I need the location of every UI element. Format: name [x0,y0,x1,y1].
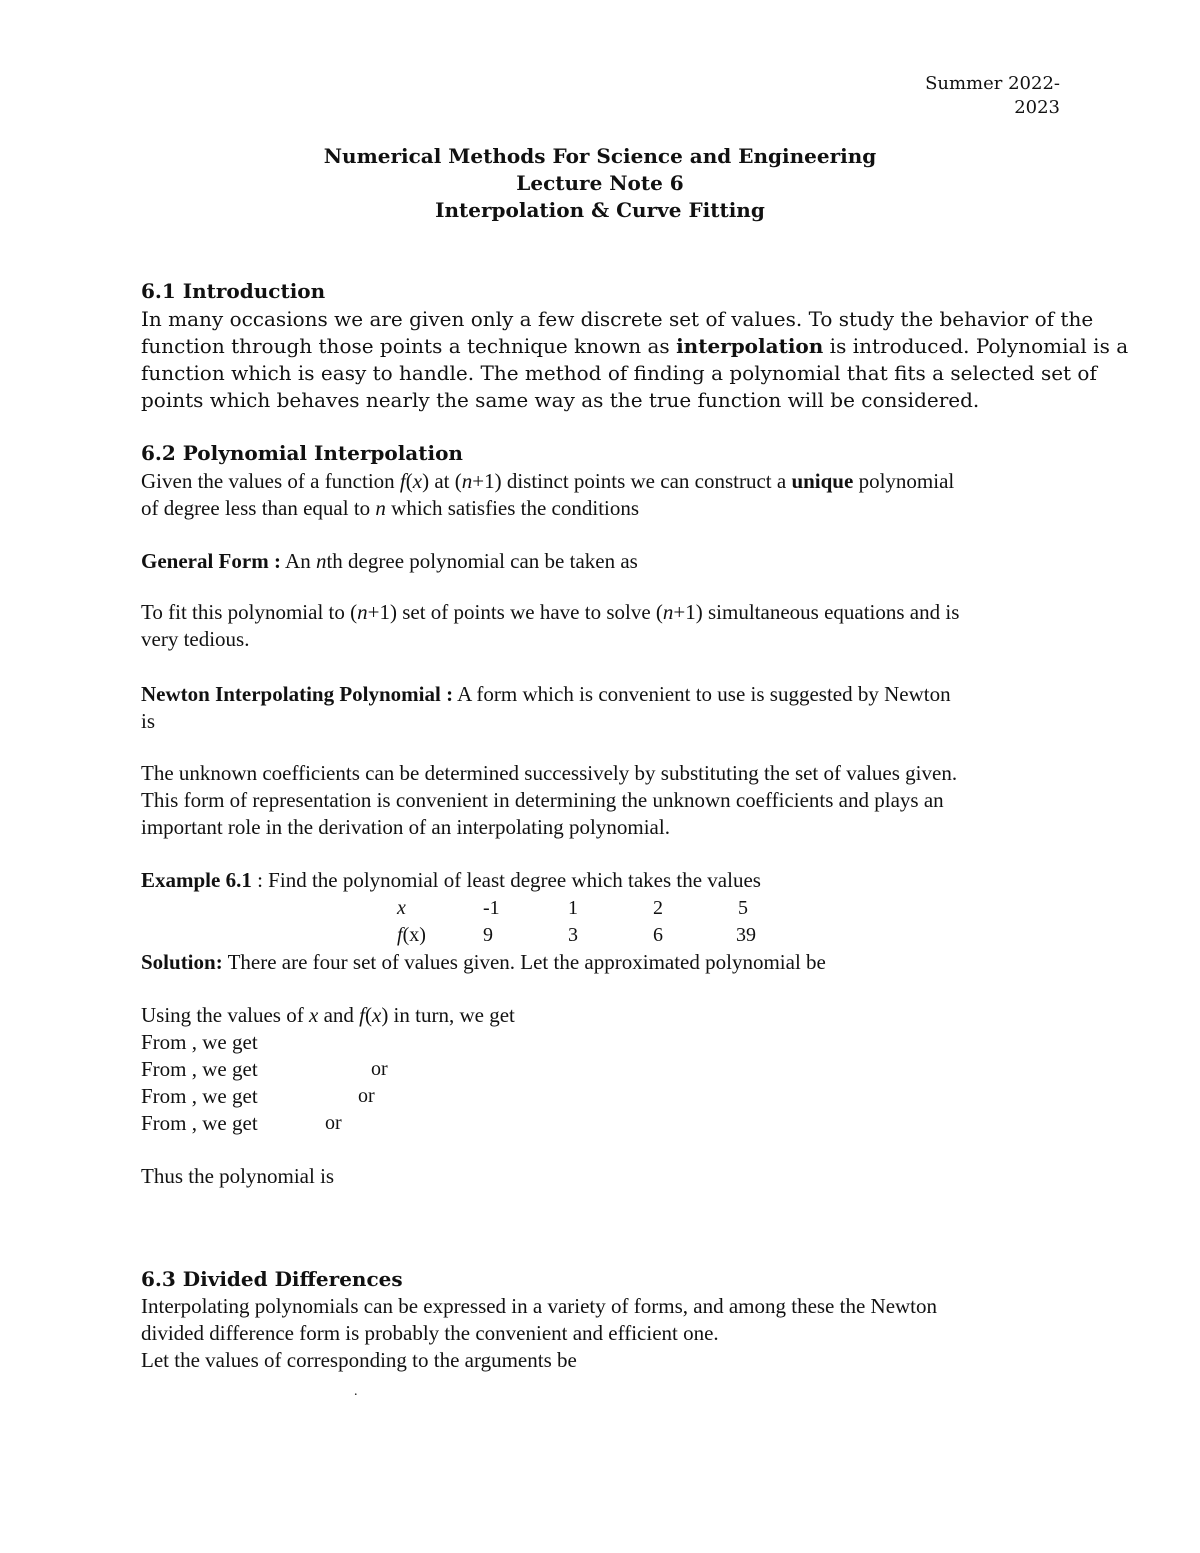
newton-line-2: is [141,709,156,733]
text: There are four set of values given. Let the approximated polynomial be [222,950,826,974]
text: +1) set of points we have to solve ( [367,600,663,624]
text: polynomial [853,469,955,493]
table-x-cell: 1 [568,897,578,919]
coeff-line-1: The unknown coefficients can be determined successively by substituting the set of values given. [141,761,958,785]
text: Using the values of [141,1003,309,1027]
solution-label: Solution: [141,950,223,974]
text: th degree polynomial can be taken as [326,549,638,573]
intro-line-4: points which behaves nearly the same way as the true function will be considered. [141,388,980,412]
solution-line [141,949,1061,976]
or-label: or [325,1112,342,1134]
coeff-line-2: This form of representation is convenient in determining the unknown coefficients and plays an [141,788,944,812]
text: +1) simultaneous equations and is [673,600,960,624]
intro-text: is introduced. Polynomial is a [823,334,1129,358]
section-6-1-heading: 6.1 Introduction [141,279,326,303]
intro-line-1: In many occasions we are given only a few discrete set of values. To study the behavior of the [141,307,1094,331]
section-6-2-heading: 6.2 Polynomial Interpolation [141,441,463,465]
newton-line-1 [141,681,1061,708]
text: Given the values of a function [141,469,400,493]
symbol-n: n [461,469,473,493]
text: To fit this polynomial to ( [141,600,358,624]
term-label: Summer 2022-2023 [925,73,1060,118]
coeff-line-3: important role in the derivation of an interpolating polynomial. [141,815,670,839]
text: which satisfies the conditions [385,496,640,520]
table-f-cell: 3 [568,924,578,946]
text: An [280,549,316,573]
intro-line-3: function which is easy to handle. The method of finding a polynomial that fits a selected set of [141,361,1097,385]
lecture-topic: Interpolation & Curve Fitting [435,198,765,222]
symbol-f: f [399,469,406,493]
intro-text: function through those points a technique known as [141,334,677,358]
symbol-n: n [375,496,386,520]
example-label: Example 6.1 [141,868,252,892]
divided-line-3: Let the values of corresponding to the arguments be [141,1348,577,1372]
general-form-line [141,548,1061,575]
from-line-4: From , we get [141,1111,258,1135]
text: +1) distinct points we can construct a [472,469,792,493]
interpolation-term: interpolation [676,334,824,358]
symbol-x: x [371,1003,382,1027]
symbol-x: x [308,1003,319,1027]
or-label: or [358,1085,375,1107]
from-line-3: From , we get [141,1084,258,1108]
poly-interp-line-1 [141,468,1061,495]
fit-line-2: very tedious. [141,627,250,651]
divided-line-1: Interpolating polynomials can be expressed in a variety of forms, and among these the Newton [141,1294,938,1318]
text: (x) [402,924,426,946]
table-f-cell: 6 [653,924,663,946]
thus-line: Thus the polynomial is [141,1164,335,1188]
general-form-label: General Form : [141,549,281,573]
symbol-x: x [412,469,423,493]
text: : Find the polynomial of least degree which takes the values [251,868,761,892]
lecture-number: Lecture Note 6 [516,171,684,195]
or-label: or [371,1058,388,1080]
text: ( [364,1003,372,1027]
fit-line-1 [141,599,1061,626]
section-6-3-heading: 6.3 Divided Differences [141,1267,403,1291]
table-x-cell: -1 [483,897,500,919]
trailing-dot: . [354,1384,358,1399]
symbol-n: n [315,549,327,573]
course-title: Numerical Methods For Science and Engineering [323,144,877,168]
symbol-f: f [359,1003,365,1027]
text: of degree less than equal to [141,496,376,520]
text: ) at ( [422,469,462,493]
table-f-cell: 9 [483,924,493,946]
table-x-cell: 5 [738,897,748,919]
text: and [318,1003,360,1027]
table-x-cell: 2 [653,897,663,919]
from-line-1: From , we get [141,1030,258,1054]
intro-line-2 [141,333,1129,360]
table-f-label [397,922,426,949]
text: A form which is convenient to use is suggested by Newton [453,682,951,706]
table-x-label: x [397,897,406,919]
divided-line-2: divided difference form is probably the convenient and efficient one. [141,1321,719,1345]
using-values-line [141,1002,1061,1029]
symbol-f: f [397,924,403,946]
from-line-2: From , we get [141,1057,258,1081]
example-line [141,867,1061,894]
text: ) in turn, we get [381,1003,515,1027]
text: ( [405,469,413,493]
table-f-cell: 39 [736,924,756,946]
symbol-n: n [662,600,674,624]
unique-term: unique [791,469,854,493]
symbol-n: n [357,600,368,624]
poly-interp-line-2 [141,495,1061,522]
newton-label: Newton Interpolating Polynomial : [141,682,454,706]
